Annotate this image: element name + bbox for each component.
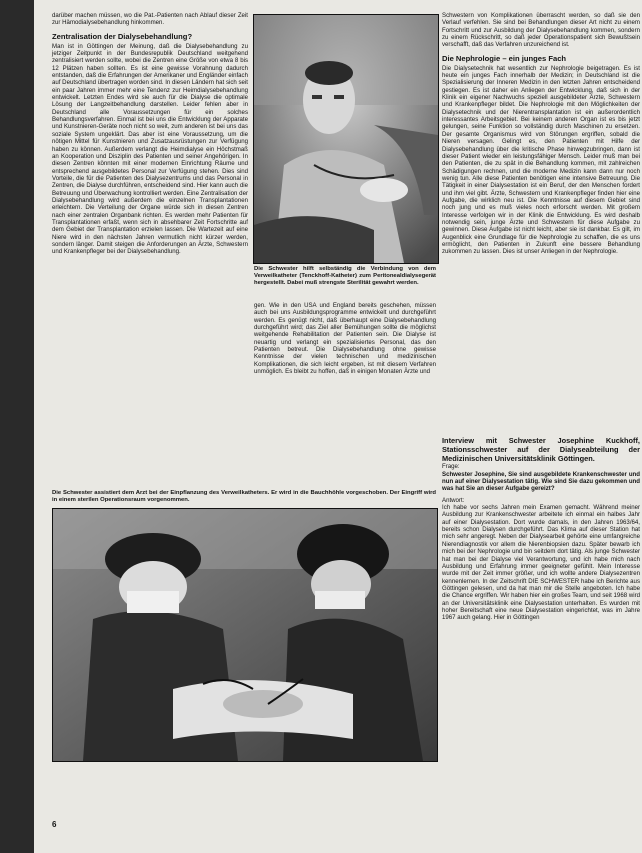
interview-title: Interview mit Schwester Josephine Kuckhoff, Stationsschwester auf der Dialyseabteilung der Medizinischen Universitätsklinik Göttingen.: [442, 436, 640, 463]
left-body-text: Man ist in Göttingen der Meinung, daß die Dialysebehandlung zu jetziger Zeitpunkt in der Bundesrepublik Deutschland weitgehend zentralisiert werden sollte, wobei die Zentren eine Größe von etwa 8 bis 12 Plätzen haben sollten. Es ist eine gewisse Vorahnung dadurch entstanden, daß die Erfahrungen der Amerikaner und Engländer einfach auf Deutschland übertragen worden sind. In diesen Ländern hat sich seit ein paar Jahren immer mehr eine Tendenz zur Heimdialysebehandlung entwickelt. Letzten Endes wird sie auch für die Dialyse die optimale Lösung der Langzeitbehandlung darstellen. Leider fehlen aber in Deutschland alle Voraussetzungen für ein solches Behandlungsverfahren. Einmal ist bei uns die Entwicklung der Apparate und Kunstnieren-Geräte noch nicht so weit, zum anderen ist bei uns das soziale System ungeklärt. Das aber ist eine Voraussetzung, um die nötigen Mittel für Kunstnieren und Zusatzausrüstungen zur Verfügung haben zu können. Außerdem verlangt die Heimdialyse ein Höchstmaß an Kooperation und Disziplin des Patienten und seiner Angehörigen. In diesen Zentren könnten mit einer modernen Einrichtung Räume und entsprechend ausgebildetes Personal zur Verfügung stehen. Dies sind Vorteile, die für die Patienten des Dialysezentrums und das Personal in Zentren, die Dialyse durchführen, entscheidend sind. Hier kann auch die Betreuung und Überwachung kontrolliert werden. Eine Zentralisation der Dialysebehandlung wird außerdem die einzelnen Transplantationen erleichtern. Die Verteilung der Organe würde sich in diesen Zentren nach einer zentralen Organbank richten. Es werden mehr Patienten für Transplantationen erfaßt, wenn sich in absehbarer Zeit Fortschritte auf dem Gebiet der Transplantation erzielen lassen. Die Wartezeit auf eine Niere wird in den nächsten Jahren vermutlich nicht kürzer werden, sondern länger. Damit steigen die Anforderungen an Ärzte, Schwestern und Krankenpfleger bei der Dialysebehandlung.: [52, 42, 248, 256]
middle-column: [254, 302, 436, 474]
interview-section: [442, 437, 640, 849]
right-intro-text: Schwestern von Komplikationen überrascht werden, so daß sie den Verlauf verfehlen. Sie sind bei Behandlungen dieser Art nicht zu einem Fortschritt und zur Ausbildung der Dialysebehandlung kommen, sondern zu einem Rückschritt, so daß jeder Operationspatient sich Bewußtsein verschafft, daß das Verfahren unzureichend ist.: [442, 12, 640, 49]
magazine-page: [34, 0, 642, 853]
surgery-scene-image: [53, 509, 437, 761]
patient-portrait-image: [254, 15, 438, 263]
page-number: 6: [52, 820, 57, 829]
answer-label: Antwort:: [442, 496, 465, 504]
left-intro-text: darüber machen müssen, wo die Pat.-Patienten nach Ablauf dieser Zeit zur Hämodialysebehandlung hinkommen.: [52, 12, 248, 27]
right-heading: Die Nephrologie – ein junges Fach: [442, 53, 567, 63]
right-column-top: [442, 12, 640, 412]
question-text: Schwester Josephine, Sie sind ausgebildete Krankenschwester und nun auf einer Dialysestation tätig. Wie sind Sie dazu gekommen und was hat Sie an dieser Aufgabe gereizt?: [442, 470, 640, 493]
top-photo-caption: Die Schwester hilft selbständig die Verbindung von dem Verweilkatheter (Tenckhoff-Katheter) zum Peritonealdialysegerät hergestellt. Dabei muß strengste Sterilität gewahrt werden.: [254, 266, 436, 286]
left-heading: Zentralisation der Dialysebehandlung?: [52, 31, 193, 41]
answer-text: Ich habe vor sechs Jahren mein Examen gemacht. Während meiner Ausbildung zur Krankenschwester arbeitete ich einmal ein halbes Jahr auf einer Dialysestation. Dort wurde damals, in den Jahren 1963/64, bereits schon Dialysen durchgeführt. Das Klima auf dieser Station hat mich sehr angeregt. Neben der Dialysearbeit gehörte eine umfangreiche Nierendiagnostik vor allem die Nierenbiopsien dazu. Später bewarb ich mich bei der Nephrologie und bin seitdem dort tätig. Als junge Schwester hat man bei der Dialyse viel Verantwortung, und ich habe mich nach Ausbildung und Erfahrung immer geeigneter gefühlt. Mein Interesse wurde mit der Zeit immer größer, und ich wollte andere Dialysezentren kennenlernen. In der Zeitschrift DIE SCHWESTER habe ich Berichte aus Göttingen gelesen, und da hat man mir die Stelle angeboten. Ich habe die Chance ergriffen. Wir haben hier ein großes Team, und seit 1968 wird an der Universitätsklinik eine Dialysestation unterhalten. Es wurden mit hoher Bereitschaft eine neue Dialysestation eingerichtet, was im Jahre 1967 auch gelang. Hier in Göttingen: [442, 504, 640, 622]
bottom-photo: [52, 508, 438, 762]
right-body-text: Die Dialysetechnik hat wesentlich zur Nephrologie beigetragen. Es ist heute ein junges Fach innerhalb der Medizin; in Deutschland ist die Spezialisierung der Inneren Medizin in den letzten Jahren entscheidend gestiegen. Es ist daher ein Anliegen der Entwicklung, daß sich in der Klinik ein eigener Nachwuchs speziell ausgebildeter Ärzte, Schwestern und Krankenpfleger bildet. Die Nephrologie mit den Möglichkeiten der Dialysetechnik und der Nierentransplantation ist ein außerordentlich interessantes Arbeitsgebiet. Bei keinem anderen Organ ist es bis jetzt gelungen, seine Funktion so vollständig durch Maschinen zu ersetzen. Der gesamte Organismus wird von Störungen ergriffen, sobald die Nieren versagen. Gelingt es, den Patienten mit Hilfe der Dialysebehandlung über die kritische Phase hinwegzubringen, dann ist dieser Patient wieder ein leistungsfähiger Mensch. Leider muß man bei den Patienten, die zu spät in die Behandlung kommen, mit zahlreichen Schädigungen rechnen, und die moderne Medizin kann dann nur noch wenig tun. Alle diese Patienten benötigen eine intensive Betreuung. Die Tätigkeit in einer Dialysestation ist ein Beruf, der den Menschen fordert und ihm viel gibt. Ärzte, Schwestern und Krankenpfleger finden hier eine Aufgabe, die wirklich neu ist. Die Kenntnisse auf diesem Gebiet sind noch jung und es muß vieles noch erforscht werden. Mit großem Interesse verfolgen wir in der Klinik die Entwicklung. Es wird deshalb notwendig sein, junge Ärzte und Schwestern für diese Aufgabe zu gewinnen. Diese Aufgabe ist nicht leicht, aber sie ist dankbar. Es gilt, im Augenblick eine Grundlage für die Nephrologie zu schaffen, die es uns ermöglicht, den Patienten in Zukunft eine bessere Behandlung zukommen zu lassen. Dies ist unser Anliegen in der Nephrologie.: [442, 64, 640, 256]
bottom-photo-caption: Die Schwester assistiert dem Arzt bei der Einpflanzung des Verweilkatheters. Er wird in die Bauchhöhle vorgeschoben. Der Eingriff wird in einem sterilen Operationsraum vorgenommen.: [52, 490, 436, 503]
middle-body-text: gen. Wie in den USA und England bereits geschehen, müssen auch bei uns Ausbildungsprogramme entwickelt und durchgeführt werden. Es genügt nicht, daß überhaupt eine Dialysebehandlung durchgeführt wird; das Ziel aller Bemühungen sollte die möglichst weitgehende Rehabilitation der Patienten sein. Die Dialyse ist neuartig und verlangt ein spezialisiertes Personal, das den Patienten betreut. Die Dialysebehandlung ohne gewisse Kenntnisse der vielen technischen und medizinischen Komplikationen, die sich leicht ergeben, ist mit diesem Verfahren unmöglich. Es bleibt zu hoffen, daß in einigen Monaten Ärzte und: [254, 302, 436, 376]
question-label: Frage:: [442, 463, 460, 471]
left-column: [52, 12, 248, 474]
top-photo: [253, 14, 439, 264]
